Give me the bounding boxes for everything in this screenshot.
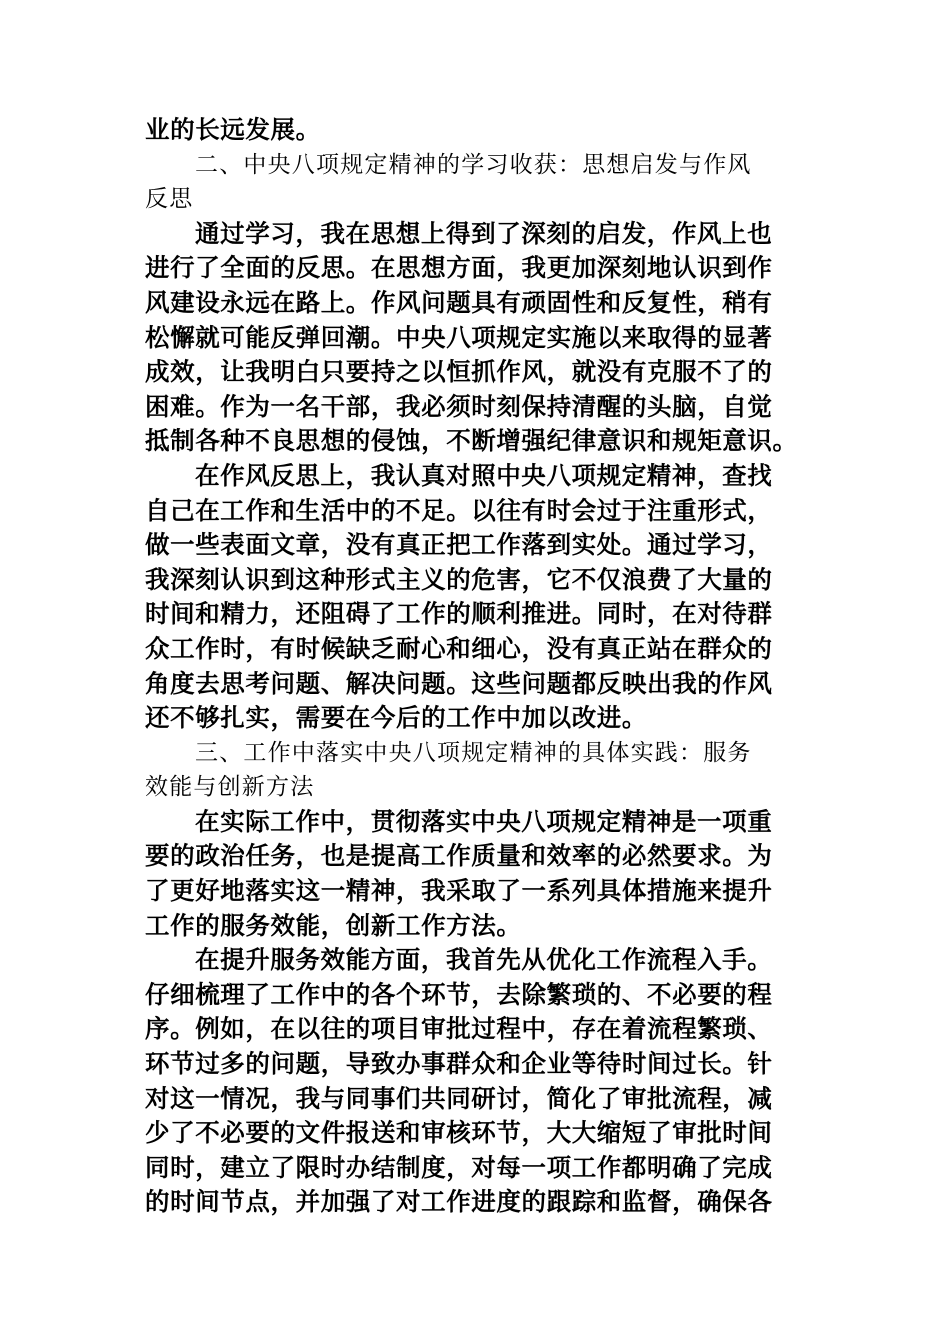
paragraph-line: 了更好地落实这一精神，我采取了一系列具体措施来提升	[145, 876, 773, 906]
paragraph-line: 众工作时，有时候缺乏耐心和细心，没有真正站在群众的	[145, 633, 773, 663]
paragraph-line: 少了不必要的文件报送和审核环节，大大缩短了审批时间	[145, 1118, 773, 1148]
paragraph-line: 在提升服务效能方面，我首先从优化工作流程入手。	[195, 945, 773, 975]
paragraph-line: 困难。作为一名干部，我必须时刻保持清醒的头脑，自觉	[145, 391, 773, 421]
section-heading-line: 效能与创新方法	[145, 774, 315, 801]
paragraph-line: 时间和精力，还阻碍了工作的顺利推进。同时，在对待群	[145, 599, 773, 629]
paragraph-line: 成效，让我明白只要持之以恒抓作风，就没有克服不了的	[145, 357, 773, 387]
paragraph-line: 仔细梳理了工作中的各个环节，去除繁琐的、不必要的程	[145, 979, 773, 1009]
paragraph-line: 通过学习，我在思想上得到了深刻的启发，作风上也	[195, 218, 773, 248]
paragraph-line: 要的政治任务，也是提高工作质量和效率的必然要求。为	[145, 841, 773, 871]
section-heading-line: 三、工作中落实中央八项规定精神的具体实践：服务	[195, 739, 752, 766]
section-heading-line: 反思	[145, 186, 194, 213]
paragraph-line: 序。例如，在以往的项目审批过程中，存在着流程繁琐、	[145, 1014, 773, 1044]
document-page	[145, 113, 805, 1220]
paragraph-line: 业的长远发展。	[145, 115, 321, 144]
paragraph-line: 松懈就可能反弹回潮。中央八项规定实施以来取得的显著	[145, 322, 773, 352]
paragraph-line: 角度去思考问题、解决问题。这些问题都反映出我的作风	[145, 668, 773, 698]
paragraph-line: 工作的服务效能，创新工作方法。	[145, 910, 522, 940]
paragraph-line: 自己在工作和生活中的不足。以往有时会过于注重形式，	[145, 495, 773, 525]
paragraph-line: 环节过多的问题，导致办事群众和企业等待时间过长。针	[145, 1049, 773, 1079]
paragraph-line: 做一些表面文章，没有真正把工作落到实处。通过学习，	[145, 530, 773, 560]
paragraph-line: 进行了全面的反思。在思想方面，我更加深刻地认识到作	[145, 253, 773, 283]
paragraph-line: 在作风反思上，我认真对照中央八项规定精神，查找	[195, 460, 773, 490]
paragraph-line: 同时，建立了限时办结制度，对每一项工作都明确了完成	[145, 1152, 773, 1182]
paragraph-line: 风建设永远在路上。作风问题具有顽固性和反复性，稍有	[145, 287, 773, 317]
paragraph-line: 抵制各种不良思想的侵蚀，不断增强纪律意识和规矩意识。	[145, 426, 798, 456]
paragraph-line: 对这一情况，我与同事们共同研讨，简化了审批流程，减	[145, 1083, 773, 1113]
section-heading-line: 二、中央八项规定精神的学习收获：思想启发与作风	[195, 151, 752, 178]
paragraph-line: 我深刻认识到这种形式主义的危害，它不仅浪费了大量的	[145, 564, 773, 594]
paragraph-line: 的时间节点，并加强了对工作进度的跟踪和监督，确保各	[145, 1187, 773, 1217]
paragraph-line: 还不够扎实，需要在今后的工作中加以改进。	[145, 703, 647, 733]
paragraph-line: 在实际工作中，贯彻落实中央八项规定精神是一项重	[195, 806, 773, 836]
